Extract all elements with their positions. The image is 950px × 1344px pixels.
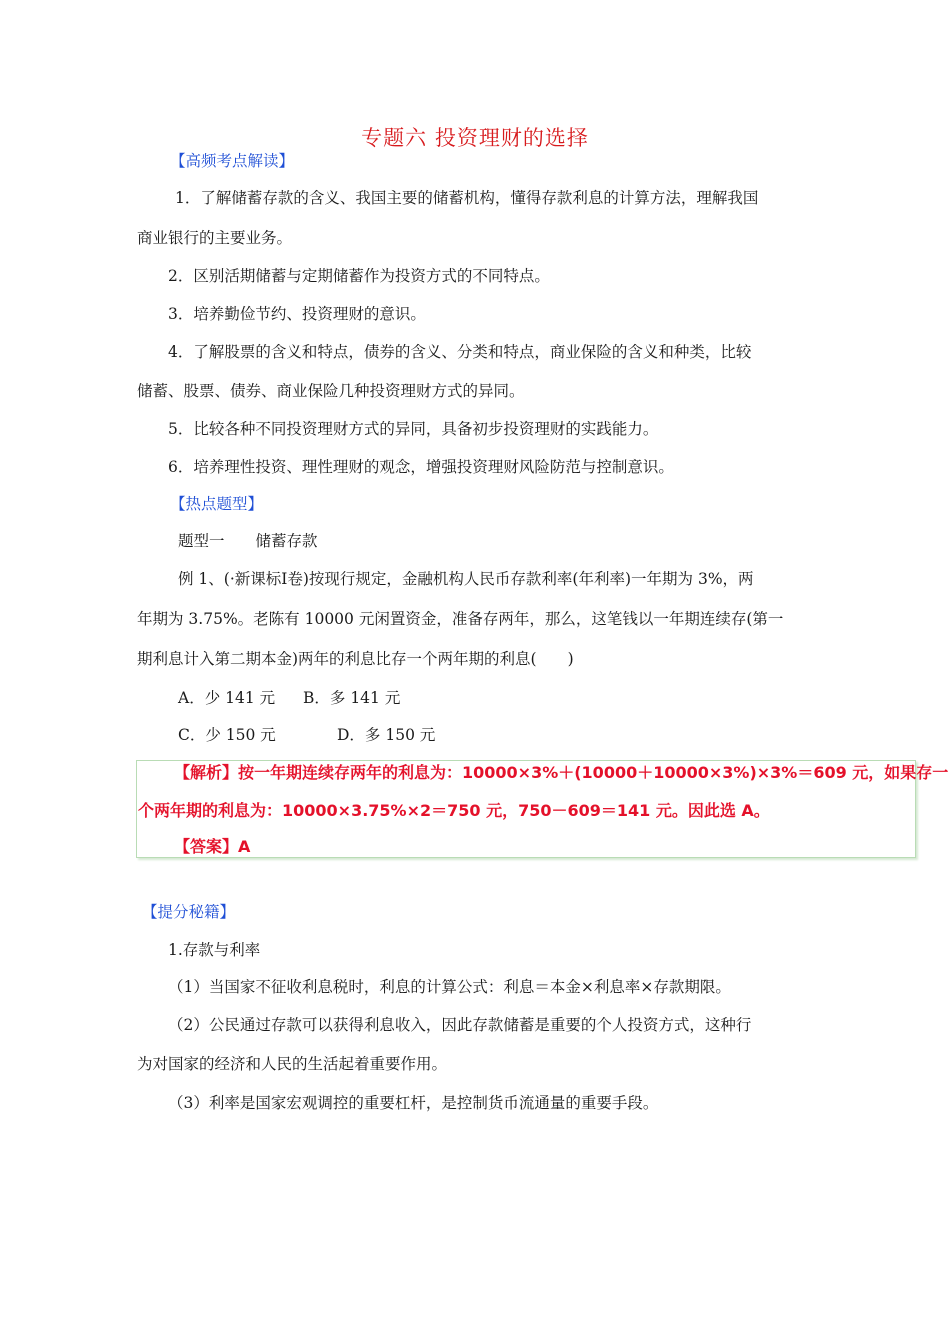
analysis-line: 【解析】按一年期连续存两年的利息为：10000×3%＋(10000＋10000×3%)×3%＝609 元，如果存一 (174, 763, 949, 782)
tips-line: （1）当国家不征收利息税时，利息的计算公式：利息＝本金×利息率×存款期限。 (168, 978, 731, 996)
tips-line: 为对国家的经济和人民的生活起着重要作用。 (137, 1055, 448, 1073)
point-line: 1．了解储蓄存款的含义、我国主要的储蓄机构，懂得存款利息的计算方法，理解我国 (175, 189, 759, 207)
point-line: 4．了解股票的含义和特点，债券的含义、分类和特点，商业保险的含义和种类，比较 (168, 343, 752, 361)
point-line: 2．区别活期储蓄与定期储蓄作为投资方式的不同特点。 (168, 267, 550, 285)
point-line: 储蓄、股票、债券、商业保险几种投资理财方式的异同。 (137, 382, 525, 400)
section-high-freq: 【高频考点解读】 (170, 152, 295, 170)
tips-line: 1.存款与利率 (168, 941, 261, 959)
tips-line: （3）利率是国家宏观调控的重要杠杆，是控制货币流通量的重要手段。 (168, 1094, 659, 1112)
point-line: 3．培养勤俭节约、投资理财的意识。 (168, 305, 426, 323)
option-a: A．少 141 元 (178, 689, 276, 707)
section-hot-types: 【热点题型】 (170, 495, 264, 513)
question-stem-line: 例 1、(·新课标Ⅰ卷)按现行规定，金融机构人民币存款利率(年利率)一年期为 3%，两 (178, 570, 754, 588)
option-c: C．少 150 元 (178, 726, 276, 744)
point-line: 6．培养理性投资、理性理财的观念，增强投资理财风险防范与控制意识。 (168, 458, 674, 476)
question-stem-line: 年期为 3.75%。老陈有 10000 元闲置资金，准备存两年，那么，这笔钱以一年期连续存(第一 (137, 610, 784, 628)
point-line: 商业银行的主要业务。 (137, 229, 293, 247)
section-tips: 【提分秘籍】 (142, 903, 236, 921)
option-b: B．多 141 元 (303, 689, 401, 707)
question-type-label: 题型一 储蓄存款 (178, 532, 318, 550)
question-stem-line: 期利息计入第二期本金)两年的利息比存一个两年期的利息( ) (137, 650, 574, 668)
option-d: D．多 150 元 (337, 726, 436, 744)
answer-line: 【答案】A (174, 837, 251, 856)
point-line: 5．比较各种不同投资理财方式的异同，具备初步投资理财的实践能力。 (168, 420, 659, 438)
tips-line: （2）公民通过存款可以获得利息收入，因此存款储蓄是重要的个人投资方式，这种行 (168, 1016, 752, 1034)
page-title: 专题六 投资理财的选择 (361, 126, 589, 150)
analysis-line: 个两年期的利息为：10000×3.75%×2＝750 元，750－609＝141 元。因此选 A。 (138, 801, 770, 820)
